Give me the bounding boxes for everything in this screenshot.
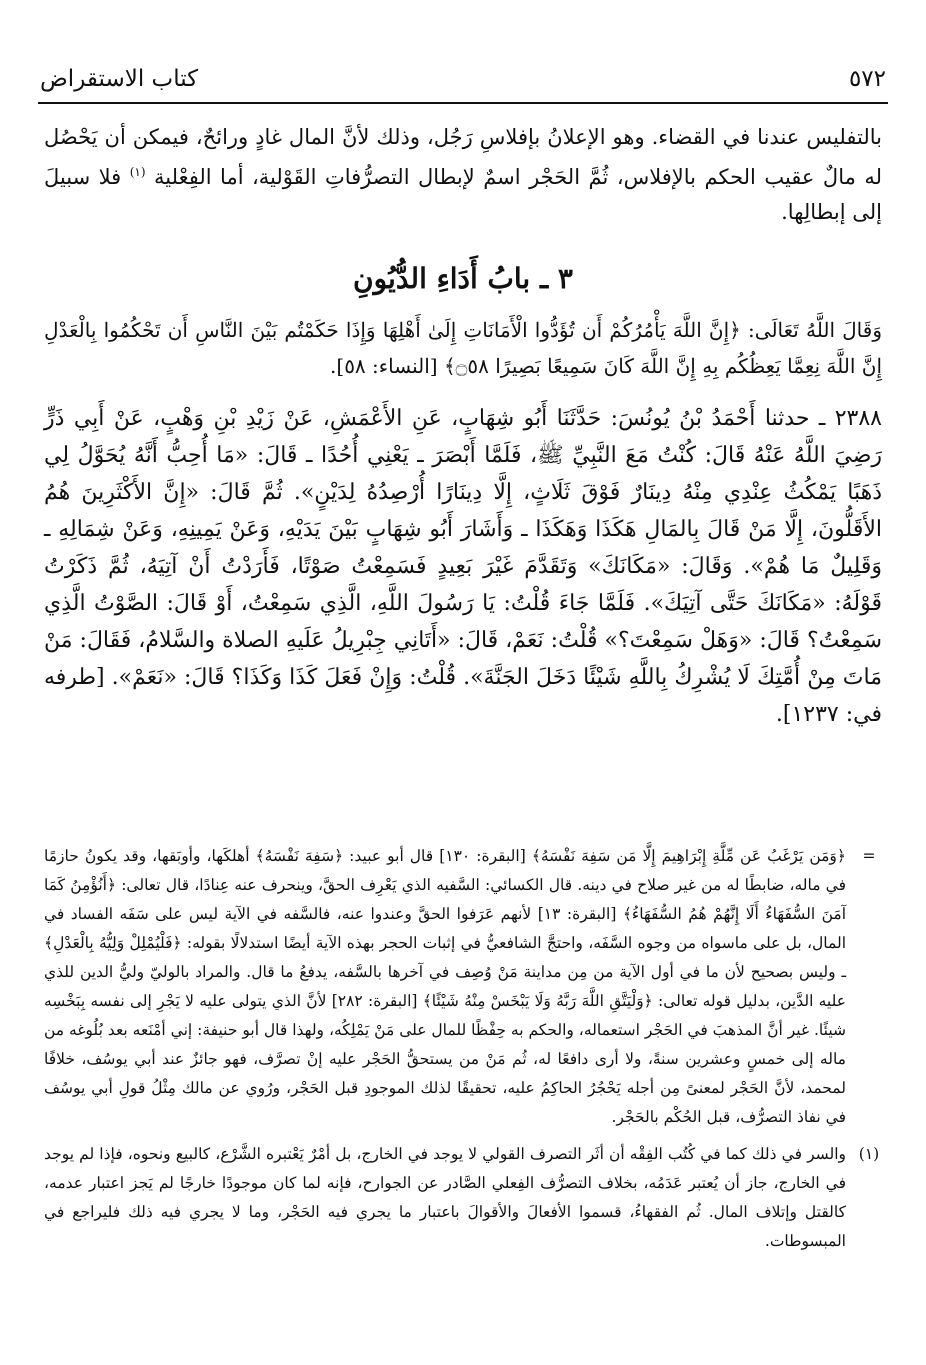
hadith-paragraph: ٢٣٨٨ ـ حدثنا أَحْمَدُ بْنُ يُونُسَ: حَدَّثَنَا أَبُو شِهَابٍ، عَنِ الأَعْمَشِ، عَنْ زَيْدِ بْنِ وَهْبٍ، عَنْ أَبِي ذَرٍّ رَضِيَ اللَّهُ عَنْهُ قَالَ: كُنْتُ مَعَ النَّبِيِّ ﷺ، فَلَمَّا أَبْصَرَ ـ يَعْنِي أُحُدًا ـ قَالَ: «مَا أُحِبُّ أَنَّهُ يُحَوَّلُ لِي ذَهَبًا يَمْكُثُ عِنْدِي مِنْهُ دِينَارٌ فَوْقَ ثَلَاثٍ، إِلَّا دِينَارًا أُرْصِدُهُ لِدَيْنٍ». ثُمَّ قَالَ: «إِنَّ الأَكْثَرِينَ هُمُ الأَقَلُّونَ، إِلَّا مَنْ قَالَ بِالمَالِ هَكَذَا وَهَكَذَا ـ وَأَشَارَ أَبُو شِهَابٍ بَيْنَ يَدَيْهِ، وَعَنْ يَمِينِهِ، وَعَنْ شِمَالِهِ ـ وَقَلِيلٌ مَا هُمْ». وَقَالَ: «مَكَانَكَ» وَتَقَدَّمَ غَيْرَ بَعِيدٍ فَسَمِعْتُ صَوْتًا، فَأَرَدْتُ أَنْ آتِيَهُ، ثُمَّ ذَكَرْتُ قَوْلَهُ: «مَكَانَكَ حَتَّى آتِيَكَ». فَلَمَّا جَاءَ قُلْتُ: يَا رَسُولَ اللَّهِ، الَّذِي سَمِعْتُ، أَوْ قَالَ: الصَّوْتُ الَّذِي سَمِعْتُ؟ قَالَ: «وَهَلْ سَمِعْتَ؟» قُلْتُ: نَعَمْ، قَالَ: «أَتَانِي جِبْرِيلُ عَلَيهِ الصلاة والسَّلامُ، فَقَالَ: مَنْ مَاتَ مِنْ أُمَّتِكَ لَا يُشْرِكُ بِاللَّهِ شَيْئًا دَخَلَ الجَنَّةَ». قُلْتُ: وَإِنْ فَعَلَ كَذَا وَكَذَا؟ قَالَ: «نَعَمْ». [طرفه في: ١٢٣٧].	[44, 406, 882, 727]
intro-paragraph	[44, 120, 882, 230]
footnotes-section	[44, 842, 882, 1256]
intro-text-end: فلا سبيلَ إلى إبطالِها.	[44, 165, 882, 224]
header-divider	[38, 102, 888, 104]
page-header	[40, 62, 886, 96]
footnote-continued	[44, 842, 882, 1132]
running-title: كتاب الاستقراض	[40, 66, 199, 92]
footnote-continued-marker: =	[862, 847, 876, 865]
footnote-1-text: والسر في ذلك كما في كُتُب الفِقْه أن أثَر التصرف القولي لا يوجد في الخارج، بل أمْرٌ يَعْتبره الشَّرْع، كالبيع ونحوه، فإذا لم يوجد في الخارج، جاز أن يُعتبر عَدَمُه، بخلاف التصرُّف الفِعلي الصَّادر عن الجوارح، فإنه لما كان موجودًا خارجًا لم يَجز اعتبار عدمه، كالقتل وإتلاف المال. ثُم الفقهاءُ، قسموا الأفعالَ والأقوالَ باعتبار ما يجري فيه الحَجْر، وما لا يجري فيه ذلك فليراجع في المبسوطات.	[44, 1145, 846, 1250]
page-number: ٥٧٢	[848, 66, 886, 92]
chapter-title: ٣ ـ بابُ أَدَاءِ الدُّيُونِ	[353, 262, 573, 295]
footnote-continued-text: ﴿وَمَن يَرْغَبُ عَن مِّلَّةِ إِبْرَاهِيمَ إِلَّا مَن سَفِهَ نَفْسَهُ﴾ [البقرة: ١٣٠] قال أبو عبيد: ﴿سَفِهَ نَفْسَهُ﴾ أهلكَها، وأوبَقها، وقد يكونُ حازمًا في ماله، ضابطًا له من غير صلاح في دينه. قال الكسائي: السَّفيه الذي يَعْرِف الحقَّ، وينحرف عنه عِنادًا، قال تعالى: ﴿أَنُؤْمِنُ كَمَا آمَنَ السُّفَهَاءُ أَلَا إِنَّهُمْ هُمُ السُّفَهَاءُ﴾ [البقرة: ١٣] لأنهم عَرَفوا الحقَّ وعندوا عنه، فالسَّفه في الآية ليس على سَفَه الفساد في المال، بل على ماسواه من وجوه السَّفَه، واحتجَّ الشافعيُّ في إثبات الحجر بهذه الآية أيضًا استدلالًا بقوله: ﴿فَلْيُمْلِلْ وَلِيُّهُ بِالْعَدْلِ﴾ ـ وليس بصحيح لأن ما في أول الآية من مِن مداينة مَنْ وُصِف في آخرها بالسَّفه، يدفعُ ما قال. والمراد بالوليّ وليُّ الدين للذي عليه الدَّين، بدليل قوله تعالى: ﴿وَلْيَتَّقِ اللَّهَ رَبَّهُ وَلَا يَبْخَسْ مِنْهُ شَيْئًا﴾ [البقرة: ٢٨٢] لأنَّ الذي يتولى عليه لا يَجْرِ إلى نفسه بِبَخْسِه شيئًا. غير أنَّ المذهبَ في الحَجْر استعماله، والحكم به حِفْظًا للمال على مَنْ يَمْلِكُه، ولهذا قال أبو حنيفة: إني أمْنَعه بعد بُلُوغه من ماله إلى خمسٍ وعشرين سنةً، ولا أرى دافعًا له، ثُم مَنْ من يستحقُّ الحَجْر عليه إنْ تصرَّف، فهو جائزٌ عند أبي يوسُف، خلافًا لمحمد، لأنَّ الحَجْر لمعنىً مِن أجله يَحْجُرُ الحاكِمُ عليه، تحقيقًا لذلك الموجودِ قبل الحَجْر، ورُوي عن مالك مِثْلُ قولِ أبي يوسُف في نفاذ التصرُّف، قبل الحُكْم بالحَجْر.	[43, 847, 846, 1126]
intro-text: بالتفليس عندنا في القضاء. وهو الإعلانُ بإفلاسِ رَجُل، وذلك لأنَّ المال غادٍ ورائحٌ، فيمكن أن يَحْصُل له مالٌ عقيب الحكم بالإفلاس، ثُمَّ الحَجْر اسمٌ لإبطال التصرُّفاتِ القَوْلية، أما الفِعْلية	[44, 125, 882, 189]
quran-verse-paragraph: وَقَالَ اللَّهُ تَعَالَى: ﴿إِنَّ اللَّهَ يَأْمُرُكُمْ أَن تُؤَدُّوا الْأَمَانَاتِ إِلَىٰ أَهْلِهَا وَإِذَا حَكَمْتُم بَيْنَ النَّاسِ أَن تَحْكُمُوا بِالْعَدْلِ إِنَّ اللَّهَ نِعِمَّا يَعِظُكُم بِهِ إِنَّ اللَّهَ كَانَ سَمِيعًا بَصِيرًا ۝٥٨﴾ [النساء: ٥٨].	[44, 318, 882, 378]
footnote-1-marker: (١)	[858, 1145, 880, 1163]
footnote-ref-1[interactable]: (١)	[129, 165, 146, 179]
footnote-1	[44, 1140, 882, 1256]
